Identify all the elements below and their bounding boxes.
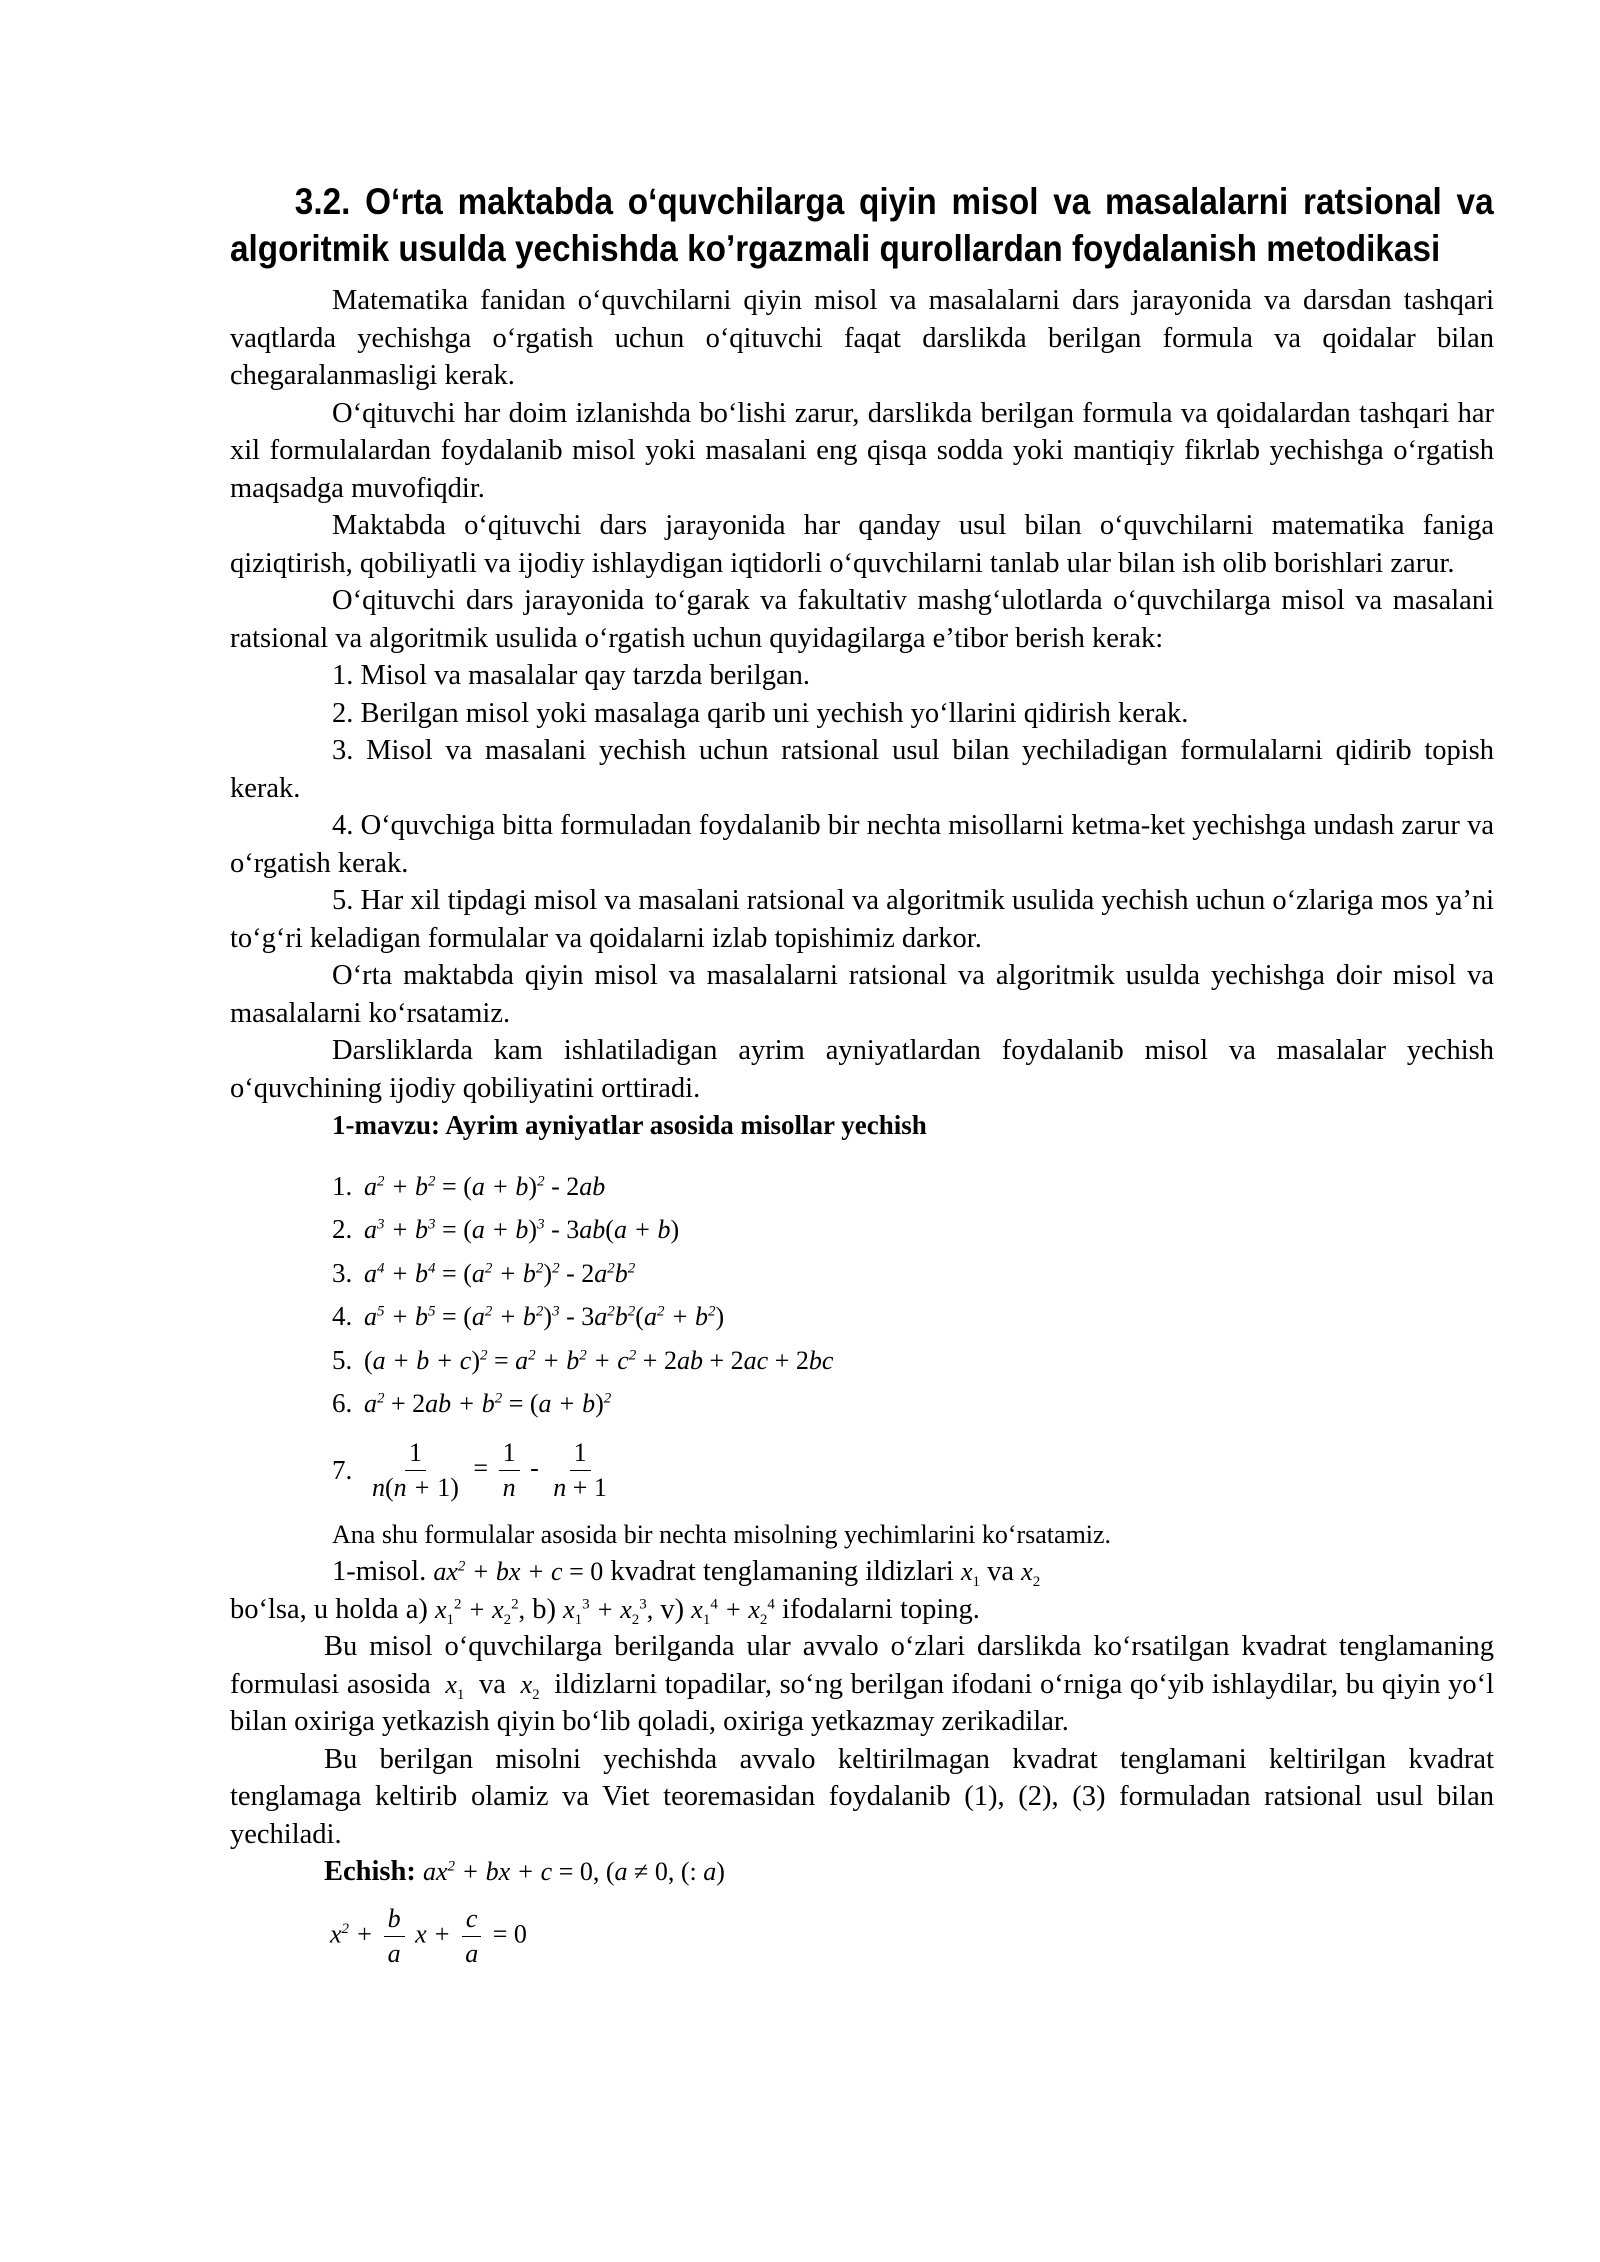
formula: $(a + b + c)^2 = a^2 + b^2 + c^2 + 2ab + 2ac + 2bc$ [364,1345,834,1375]
formula: $x_1$ [438,1669,465,1703]
identity-list [332,1165,1494,1516]
identity-number: 2. [332,1214,353,1244]
identity-number: 5. [332,1344,353,1375]
identity-number: 3. [332,1257,353,1288]
formula: $x_1$ [960,1557,980,1591]
formula: $\frac{1}{n(n + 1)}$ = $\frac{1}{n}$ - $\frac{1}{n + 1}$ [364,1436,615,1505]
paragraph: O‘qituvchi har doim izlanishda bo‘lishi zarur, darslikda berilgan formula va qoidalardan tashqari har xil formulalardan foydalanib misol yoki masalani eng qisqa sodda yoki mantiqiy fikrlab yechishga o‘rgatish maqsadga muvofiqdir. [230,397,1494,504]
identity-2 [332,1208,1494,1252]
fraction: $\frac{1}{n(n + 1)}$ [372,1438,459,1502]
paragraph: O‘qituvchi dars jarayonida to‘garak va fakultativ mashg‘ulotlarda o‘quvchilarga misol va masalani ratsional va algoritmik usulida o‘rgatish uchun quyidagilarga e’tibor berish kerak: [230,585,1494,654]
formula: $ax^2$ + bx + c = 0 [433,1557,604,1586]
identity-6 [332,1382,1494,1426]
topic-title: 1-mavzu: Ayrim ayniyatlar asosida misollar yechish [332,1110,927,1140]
paragraph: Matematika fanidan o‘quvchilarni qiyin misol va masalalarni dars jarayonida va darsdan tashqari vaqtlarda yechishga o‘rgatish uchun o‘qituvchi faqat darslikda berilgan formula va qoidalar bilan chegaralanmasligi kerak. [230,285,1494,391]
formula: $x_1^3 + x_2^3$, [563,1594,654,1628]
formula: $x_1^2 + x_2^2$, [434,1594,526,1628]
identity-number: 6. [332,1388,353,1418]
formula: $a^4 + b^4 = (a^2 + b^2)^2 - 2a^2b^2$ [364,1258,636,1288]
reduced-equation [330,1891,1494,1983]
list-item: 3. Misol va masalani yechish uchun ratsional usul bilan yechiladigan formulalarni qidirib topish kerak. [230,735,1494,804]
formula: $x_1^4 + x_2^4$ [691,1594,775,1628]
formula: $ax^2$ + bx + c = 0, (a ≠ 0, (: a) [423,1857,725,1886]
fraction: $\frac{1}{n}$ [499,1436,520,1505]
formula: $a^2 + b^2 = (a + b)^2 - 2ab$ [364,1171,606,1201]
list-item: 5. Har xil tipdagi misol va masalani ratsional va algoritmik usulida yechish uchun o‘zlariga mos ya’ni to‘g‘ri keladigan formulalar va qoidalarni izlab topishimiz darkor. [230,885,1494,954]
list-item: 4. O‘quvchiga bitta formuladan foydalanib bir nechta misollarni ketma-ket yechishga undash zarur va o‘rgatish kerak. [230,810,1494,879]
identity-3 [332,1252,1494,1296]
formula: $x^2$ + $\frac{b}{a}$ x + $\frac{c}{a}$ = 0 [330,1902,527,1971]
example-statement: 1-misol. $ax^2$ + bx + c = 0 kvadrat tenglamaning ildizlari $x_1$ va $x_2$ [332,1556,1041,1591]
identity-4 [332,1295,1494,1339]
fraction: $\frac{c}{a}$ [461,1902,482,1971]
paragraph: Bu misol o‘quvchilarga berilganda ular avvalo o‘zlari darslikda ko‘rsatilgan kvadrat tenglamaning formulasi asosida $x_1$ va $x_2$ ildizlarni topadilar, so‘ng berilgan ifodani o‘rniga qo‘yib ishlaydilar, bu qiyin yo‘l bilan oxiriga yetkazish qiyin bo‘lib qoladi, oxiriga yetkazmay zerikadilar. [230,1631,1495,1737]
formula: $a^3 + b^3 = (a + b)^3 - 3ab(a + b)$ [364,1215,680,1244]
paragraph: Maktabda o‘qituvchi dars jarayonida har qanday usul bilan o‘quvchilarni matematika faniga qiziqtirish, qobiliyatli va ijodiy ishlaydigan iqtidorli o‘quvchilarni tanlab ular bilan ish olib borishlari zarur. [230,510,1494,579]
paragraph: Ana shu formulalar asosida bir nechta misolning yechimlarini ko‘rsatamiz. [332,1519,1112,1549]
list-item: 2. Berilgan misol yoki masalaga qarib uni yechish yo‘llarini qidirish kerak. [332,697,1189,729]
example-statement-cont: bo‘lsa, u holda a) $x_1^2 + x_2^2$, b) $x_1^3 + x_2^3$, v) $x_1^4 + x_2^4$ ifodalarni toping. [230,1593,980,1628]
paragraph: Bu berilgan misolni yechishda avvalo keltirilmagan kvadrat tenglamani keltirilgan kvadrat tenglamaga keltirib olamiz va Viet teoremasidan foydalanib (1), (2), (3) formuladan ratsional usul bilan yechiladi. [230,1743,1494,1850]
identity-1 [332,1165,1494,1209]
formula: $a^5 + b^5 = (a^2 + b^2)^3 - 3a^2b^2(a^2 + b^2)$ [364,1302,725,1331]
identity-number: 7. [332,1454,353,1485]
paragraph: O‘rta maktabda qiyin misol va masalalarni ratsional va algoritmik usulda yechishga doir misol va masalalarni ko‘rsatamiz. [230,960,1494,1029]
identity-number: 4. [332,1301,353,1331]
fraction: $\frac{b}{a}$ [384,1902,405,1971]
paragraph: Darsliklarda kam ishlatiladigan ayrim ayniyatlardan foydalanib misol va masalalar yechish o‘quvchining ijodiy qobiliyatini orttiradi. [230,1035,1494,1104]
fraction: $\frac{1}{n + 1}$ [553,1438,607,1502]
identity-5 [332,1339,1494,1383]
document-content [230,178,1494,1983]
solution-label: Echish: [324,1856,416,1887]
example-label: 1-misol. [332,1556,427,1587]
formula: $x_2$ [1021,1557,1041,1591]
solution-line [230,1853,1494,1891]
identity-7 [332,1426,1494,1516]
formula: $x_2$ [513,1669,540,1703]
identity-number: 1. [332,1170,353,1201]
list-item: 1. Misol va masalalar qay tarzda berilgan. [332,660,810,691]
section-heading: 3.2. O‘rta maktabda o‘quvchilarga qiyin misol va masalalarni ratsional va algoritmik usulda yechishda ko’rgazmali qurollardan foydalanish metodikasi [230,181,1494,269]
formula: $a^2 + 2ab + b^2 = (a + b)^2$ [364,1389,612,1418]
